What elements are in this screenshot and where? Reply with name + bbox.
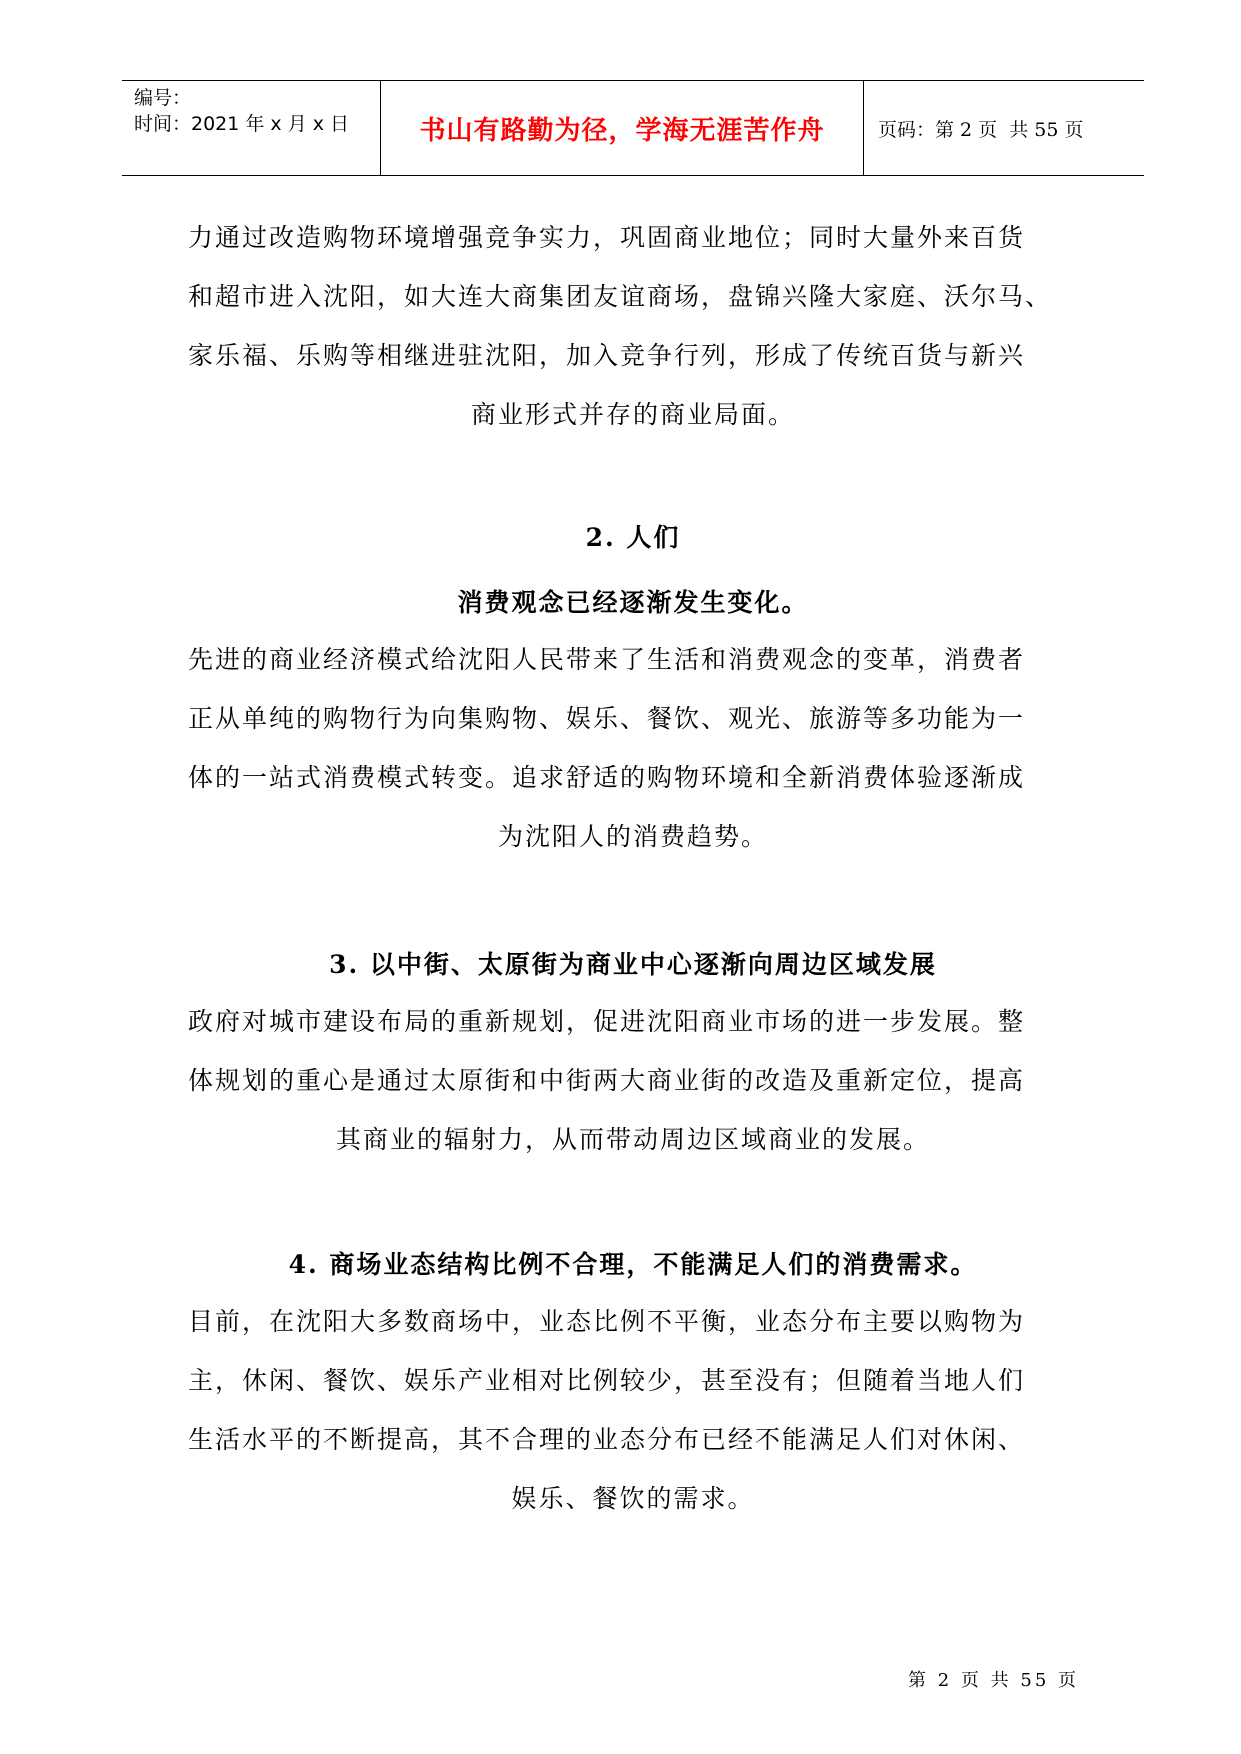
paragraph-line: 商业形式并存的商业局面。: [470, 400, 795, 429]
paragraph-line: 为沈阳人的消费趋势。: [497, 822, 768, 851]
paragraph-1: [188, 208, 1078, 444]
header-motto-cell: [381, 81, 864, 175]
header-page-info: 页码：第 2 页 共 55 页: [878, 118, 1084, 141]
section-heading-3: 3. 以中街、太原街为商业中心逐渐向周边区域发展: [329, 950, 937, 979]
document-time-label: 时间：2021 年 x 月 x 日: [134, 113, 350, 135]
paragraph-line: 体规划的重心是通过太原街和中街两大商业街的改造及重新定位，提高: [188, 1066, 1026, 1095]
section-heading-2b: 消费观念已经逐渐发生变化。: [457, 588, 809, 617]
paragraph-line: 体的一站式消费模式转变。追求舒适的购物环境和全新消费体验逐渐成: [188, 763, 1026, 792]
paragraph-line: 先进的商业经济模式给沈阳人民带来了生活和消费观念的变革，消费者: [188, 645, 1026, 674]
paragraph-line: 和超市进入沈阳，如大连大商集团友谊商场，盘锦兴隆大家庭、沃尔马、: [188, 282, 1053, 311]
page-footer-number: 第 2 页 共 55 页: [908, 1670, 1079, 1691]
paragraph-line: 其商业的辐射力，从而带动周边区域商业的发展。: [335, 1125, 930, 1154]
paragraph-line: 生活水平的不断提高，其不合理的业态分布已经不能满足人们对休闲、: [188, 1425, 1026, 1454]
paragraph-line: 家乐福、乐购等相继进驻沈阳，加入竞争行列，形成了传统百货与新兴: [188, 341, 1026, 370]
paragraph-line: 政府对城市建设布局的重新规划，促进沈阳商业市场的进一步发展。整: [188, 1007, 1026, 1036]
section-heading-2a: 2. 人们: [585, 523, 681, 552]
paragraph-2: [188, 630, 1078, 866]
page-header: [122, 80, 1144, 176]
paragraph-3: [188, 992, 1078, 1169]
paragraph-line: 正从单纯的购物行为向集购物、娱乐、餐饮、观光、旅游等多功能为一: [188, 704, 1026, 733]
header-motto: 书山有路勤为径，学海无涯苦作舟: [419, 115, 825, 146]
paragraph-4: [188, 1292, 1078, 1528]
document-number-label: 编号：: [134, 87, 192, 109]
paragraph-line: 主，休闲、餐饮、娱乐产业相对比例较少，甚至没有；但随着当地人们: [188, 1366, 1026, 1395]
section-heading-4: 4. 商场业态结构比例不合理，不能满足人们的消费需求。: [288, 1250, 978, 1279]
paragraph-line: 娱乐、餐饮的需求。: [511, 1484, 755, 1513]
paragraph-line: 力通过改造购物环境增强竞争实力，巩固商业地位；同时大量外来百货: [188, 223, 1026, 252]
header-meta-cell: [122, 81, 381, 175]
header-page-cell: [864, 81, 1144, 175]
paragraph-line: 目前，在沈阳大多数商场中，业态比例不平衡，业态分布主要以购物为: [188, 1307, 1026, 1336]
